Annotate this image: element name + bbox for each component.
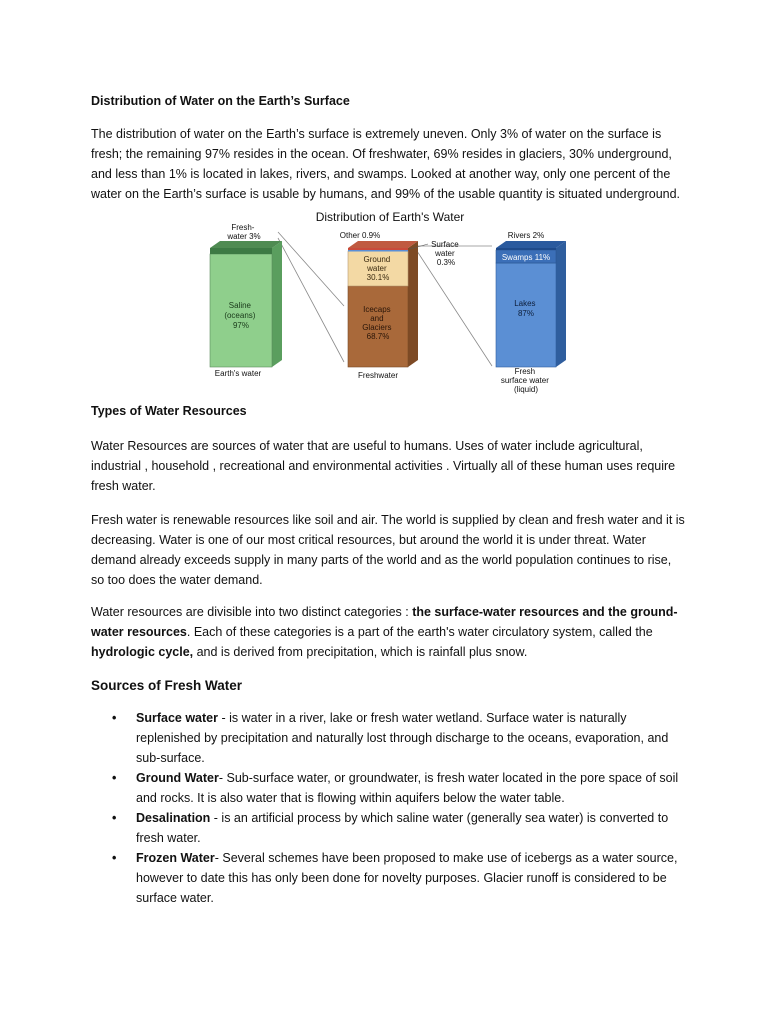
x-label-fresh-surface [501,367,551,394]
ground-label-2: water [367,264,387,273]
desc-frozen-water: - Several schemes have been proposed to make use of icebergs as a water source, however to date this has only been done for novelty purposes. Glacier runoff is considered to be surface water. [136,851,678,905]
bar-surface-top [496,241,566,248]
fresh-label-2: water 3% [227,232,261,241]
categories-text-d: hydrologic cycle, [91,645,194,659]
ice-label-2: and [370,314,384,323]
surface-label-2: water [435,249,455,258]
fsw-label-3: (liquid) [513,385,539,394]
surface-label-3: 0.3% [436,258,456,267]
seg-label-icecaps [362,305,394,341]
bar-earths-water-side [272,241,282,367]
categories-text-a: Water resources are divisible into two distinct categories : [91,605,413,619]
sources-list [112,708,692,908]
bullet: • [112,711,117,725]
paragraph-types: Water Resources are sources of water that are useful to humans. Uses of water include agricultural, industrial , household , recreational and environmental activities . Virtually all of these human uses require fresh water. [91,439,676,493]
bullet: • [112,771,117,785]
categories-text-e: and is derived from precipitation, which is rainfall plus snow. [193,645,528,659]
fsw-label-2: surface water [500,376,549,385]
seg-label-groundwater [364,255,393,282]
seg-label-rivers: Rivers 2% [507,231,545,240]
categories-text-c: . Each of these categories is a part of the earth's water circulatory system, called the [186,625,653,639]
list-item-surface-water [112,708,692,768]
seg-label-freshwater [226,223,260,241]
categories-text-b: the surface-water resources and the ground-water resources [91,605,678,639]
bar-freshwater [340,231,461,380]
list-item-ground-water [112,768,692,808]
term-frozen-water: Frozen Water [136,851,215,865]
desc-ground-water: - Sub-surface water, or groundwater, is fresh water located in the pore space of soil and rocks. It is also water that is flowing within aquifers below the water table. [136,771,679,805]
bar-freshwater-other [348,248,408,250]
desc-desalination: - is an artificial process by which saline water (generally sea water) is converted to fresh water. [136,811,669,845]
ice-label-1: Icecaps [363,305,391,314]
term-desalination: Desalination [136,811,211,825]
saline-label-1: Saline [228,301,252,310]
heading-distribution: Distribution of Water on the Earth’s Surface [91,94,350,108]
bar-earths-water-fresh [210,248,272,254]
list-item-frozen-water [112,848,692,908]
distribution-chart [196,206,576,402]
bar-earths-water-top [210,241,282,248]
seg-label-other: Other 0.9% [339,231,381,240]
ground-label-1: Ground [363,255,391,264]
chart-title: Distribution of Earth's Water [315,210,465,224]
paragraph-fresh-water: Fresh water is renewable resources like soil and air. The world is supplied by clean and fresh water and it is decreasing. Water is one of our most critical resources, but around the world it is under threat. Water demand already exceeds supply in many parts of the world and as the world population continues to rise, so too does the water demand. [91,513,685,587]
fresh-label-1: Fresh- [231,223,255,232]
ice-label-4: 68.7% [366,332,390,341]
bar-freshwater-side [408,241,418,367]
seg-label-swamps: Swamps 11% [501,253,551,262]
bar-earths-water [210,223,282,378]
lakes-label-2: 87% [517,309,535,318]
seg-label-surface [431,240,461,267]
surface-label-1: Surface [431,240,459,249]
x-label-earths-water: Earth's water [214,369,262,378]
fsw-label-1: Fresh [514,367,536,376]
paragraph-categories [91,602,687,662]
saline-label-2: (oceans) [224,311,256,320]
heading-types: Types of Water Resources [91,404,247,418]
paragraph-distribution: The distribution of water on the Earth’s surface is extremely uneven. Only 3% of water on the surface is fresh; the remaining 97% resides in the ocean. Of freshwater, 69% resides in glaciers, 30% underground, and less than 1% is located in lakes, rivers, and swamps. Looked at another way, only one percent of the water on the Earth’s surface is usable by humans, and 99% of the usable quantity is situated underground. [91,127,681,201]
bullet: • [112,851,117,865]
bar-surface-rivers [496,248,556,250]
bullet: • [112,811,117,825]
term-ground-water: Ground Water [136,771,219,785]
lakes-label-1: Lakes [514,299,536,308]
ground-label-3: 30.1% [366,273,390,282]
x-label-freshwater: Freshwater [357,371,399,380]
bar-fresh-surface-water [496,231,566,394]
desc-surface-water: - is water in a river, lake or fresh water wetland. Surface water is naturally replenished by precipitation and naturally lost through discharge to the oceans, evaporation, and sub-surface. [136,711,669,765]
bar-surface-side [556,241,566,367]
bar-freshwater-surface [348,250,408,252]
bar-freshwater-top [348,241,418,248]
list-item-desalination [112,808,692,848]
saline-label-3: 97% [232,321,250,330]
connector-earth-to-fresh [278,232,344,362]
heading-sources: Sources of Fresh Water [91,678,243,693]
term-surface-water: Surface water [136,711,218,725]
ice-label-3: Glaciers [362,323,392,332]
